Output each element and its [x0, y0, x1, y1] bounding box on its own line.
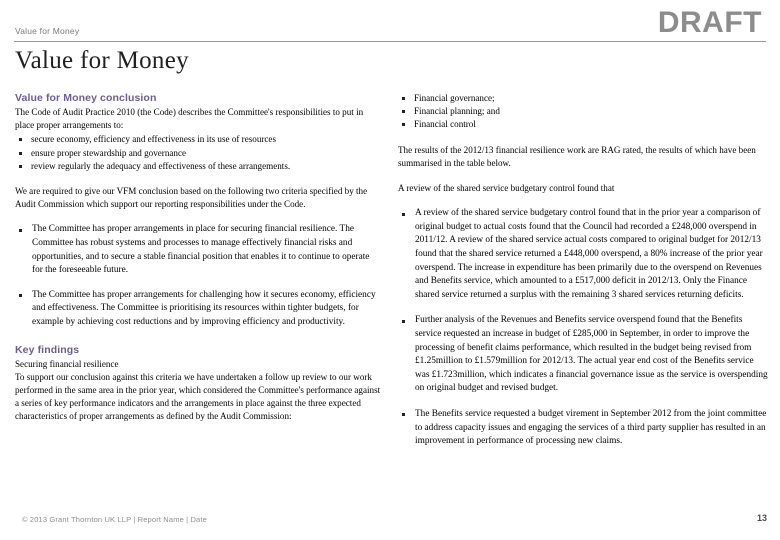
- slide-footer: [0, 504, 780, 540]
- footer-copyright: © 2013 Grant Thornton UK LLP | Report Name | Date: [22, 515, 207, 524]
- page-title: Value for Money: [15, 47, 189, 74]
- left-column: [15, 92, 381, 424]
- list-item: The Benefits service requested a budget virement in September 2012 from the joint committee to address capacity issues and engaging the services of a third party supplier has resulted in an improvement in performance of processing new claims.: [398, 408, 770, 449]
- list-item: Further analysis of the Revenues and Benefits service overspend found that the Benefits service requested an increase in budget of £285,000 in September, in order to improve the processing of benefit claims performance, which resulted in the budget being revised from £1.25million to £1.579million for 2012/13. The actual year end cost of the Benefits service was £1.723million, which indicates a financial governance issue as the service is overspending on original budget and revised budget.: [398, 314, 770, 396]
- key-findings-paragraph: To support our conclusion against this criteria we have undertaken a follow up review to our work performed in the same area in the prior year, which considered the Committee's performance against a series of key performance indicators and the arrangements in place against the three expected characteristics of proper arrangements as defined by the Audit Commission:: [15, 371, 381, 422]
- findings-list: [398, 207, 770, 449]
- list-item: Financial control: [398, 118, 770, 131]
- criteria-list: [15, 223, 381, 329]
- breadcrumb: Value for Money: [15, 26, 80, 36]
- list-item: review regularly the adequacy and effectiveness of these arrangements.: [15, 160, 381, 173]
- key-findings-subheading: Securing financial resilience: [15, 358, 119, 369]
- list-item: The Committee has proper arrangements in place for securing financial resilience. The Committee has robust systems and processes to manage effectively financial risks and opportunities, and to secure a stable financial position that enables it to continue to operate for the foreseeable future.: [15, 223, 381, 277]
- list-item: The Committee has proper arrangements for challenging how it secures economy, efficiency and effectiveness. The Committee is prioritising its resources within tighter budgets, for example by achieving cost reductions and by improving efficiency and productivity.: [15, 289, 381, 330]
- vfm-criteria-paragraph: We are required to give our VFM conclusion based on the following two criteria specified by the Audit Commission which support our reporting responsibilities under the Code.: [15, 186, 368, 210]
- characteristics-list: [398, 92, 770, 132]
- list-item: secure economy, efficiency and effectiveness in its use of resources: [15, 133, 381, 146]
- key-findings-heading: Key findings: [15, 343, 80, 356]
- list-item: ensure proper stewardship and governance: [15, 147, 381, 160]
- list-item: Financial governance;: [398, 92, 770, 105]
- header-divider: [14, 41, 766, 42]
- content-columns: [0, 92, 780, 502]
- vfm-intro-paragraph: The Code of Audit Practice 2010 (the Code) describes the Committee's responsibilities to put in place proper arrangements to:: [15, 107, 364, 131]
- right-column: [398, 92, 770, 449]
- responsibilities-list: [15, 133, 381, 173]
- draft-watermark-label: DRAFT: [657, 6, 762, 39]
- rag-rated-paragraph: The results of the 2012/13 financial resilience work are RAG rated, the results of which have been summarised in the table below.: [398, 144, 756, 168]
- list-item: A review of the shared service budgetary control found that in the prior year a comparison of original budget to actual costs found that the Council had recorded a £248,000 overspend in 2011/12. A review of the shared service actual costs compared to original budget for 2012/13 found that the shared service returned a £448,000 overspend, a 80% increase of the prior year overspend. The increase in expenditure has been primarily due to the overspend on Revenues and Benefits service, which amounted to a £517,000 deficit in 2012/13. Only the Finance shared service returned a surplus with the remaining 3 shared services returning deficits.: [398, 207, 770, 302]
- shared-service-lead-in: A review of the shared service budgetary control found that: [398, 183, 615, 194]
- list-item: Financial planning; and: [398, 105, 770, 118]
- slide-header: [0, 0, 780, 42]
- vfm-conclusion-heading: Value for Money conclusion: [15, 92, 157, 104]
- page-number: 13: [756, 513, 767, 523]
